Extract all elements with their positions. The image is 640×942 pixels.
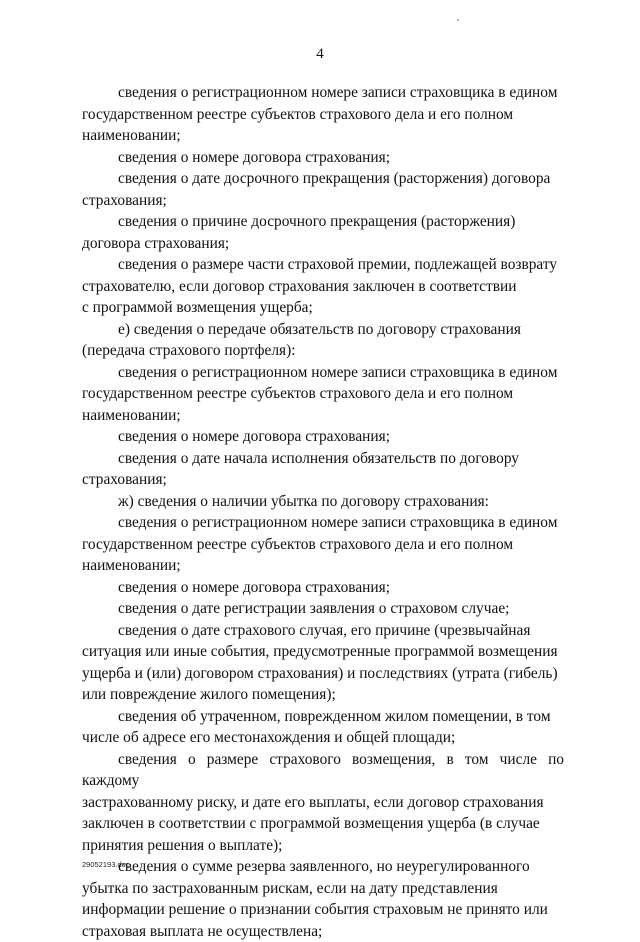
paragraph: сведения о сумме резерва заявленного, но неурегулированного убытка по застрахованным рискам, если на дату представления информации решение о признании события страховым не принято или страховая выплата не осуществлена; [82,858,548,940]
document-body [82,82,564,942]
paragraph: е) сведения о передаче обязательств по договору страхования (передача страхового портфеля): [82,320,521,359]
paragraph: сведения о номере договора страхования; [118,428,391,445]
paragraph: ж) сведения о наличии убытка по договору страхования: [118,492,489,510]
paragraph: сведения о дате досрочного прекращения (расторжения) договора страхования; [82,170,551,209]
footer-file-code: 29052193.doc [82,860,130,869]
paragraph: сведения о размере страхового возмещения, в том числе по каждому застрахованному риску, и дате его выплаты, если договор страхования заключен в соответствии с программой возмещения ущерба (в случае принятия решения о выплате); [82,750,564,854]
paragraph: сведения о причине досрочного прекращения (расторжения) договора страхования; [82,213,516,252]
paragraph: сведения о номере договора страхования; [118,578,391,596]
paragraph: сведения о регистрационном номере записи страховщика в едином государственном реестре субъектов страхового дела и его полном наименовании; [82,514,558,574]
paragraph: сведения о регистрационном номере записи страховщика в едином государственном реестре субъектов страхового дела и его полном наименовании; [82,363,558,424]
paragraph: сведения о дате регистрации заявления о страховом случае; [118,600,510,617]
paragraph: сведения о номере договора страхования; [118,148,391,166]
scan-speck [457,19,459,21]
paragraph: сведения о дате начала исполнения обязательств по договору страхования; [82,449,520,488]
paragraph: сведения об утраченном, поврежденном жилом помещении, в том числе об адресе его местонахождения и общей площади; [82,707,551,746]
paragraph: сведения о регистрационном номере записи страховщика в едином государственном реестре субъектов страхового дела и его полном наименовании; [82,84,558,144]
paragraph: сведения о размере части страховой премии, подлежащей возврату страхователю, если договор страхования заключен в соответствии с программой возмещения ущерба; [82,256,558,316]
paragraph: сведения о дате страхового случая, его причине (чрезвычайная ситуация или иные события, предусмотренные программой возмещения ущерба и (или) договором страхования) и последствиях (утрата (гибель) или повреждение жилого помещения); [82,621,558,703]
page-number: 4 [316,46,324,62]
